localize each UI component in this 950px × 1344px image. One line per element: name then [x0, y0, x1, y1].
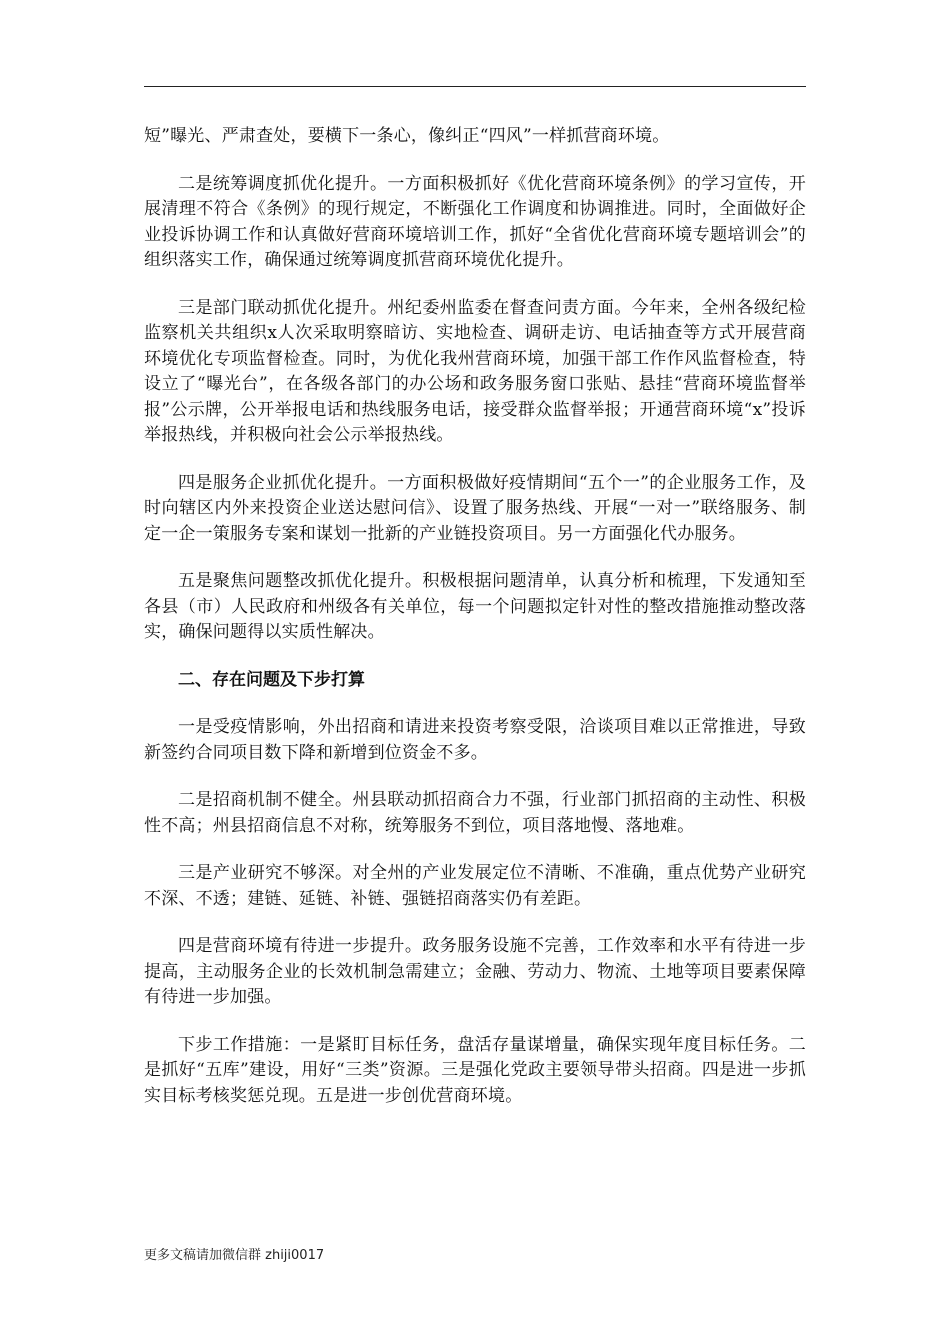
- paragraph-industry-research: 三是产业研究不够深。对全州的产业发展定位不清晰、不准确，重点优势产业研究不深、不透；建链、延链、补链、强链招商落实仍有差距。: [144, 863, 806, 909]
- paragraph-next-steps: 下步工作措施：一是紧盯目标任务，盘活存量谋增量，确保实现年度目标任务。二是抓好“五库”建设，用好“三类”资源。三是强化党政主要领导带头招商。四是进一步抓实目标考核奖惩兑现。五是进一步创优营商环境。: [144, 1034, 806, 1106]
- paragraph-problem-rectification: 五是聚焦问题整改抓优化提升。积极根据问题清单，认真分析和梳理，下发通知至各县（市）人民政府和州级各有关单位，每一个问题拟定针对性的整改措施推动整改落实，确保问题得以实质性解决。: [144, 571, 806, 642]
- paragraph-enterprise-service: 四是服务企业抓优化提升。一方面积极做好疫情期间“五个一”的企业服务工作，及时向辖区内外来投资企业送达慰问信》、设置了服务热线、开展“一对一”联络服务、制定一企一策服务专案和谋划一批新的产业链投资项目。另一方面强化代办服务。: [144, 472, 806, 544]
- paragraph-business-environment: 四是营商环境有待进一步提升。政务服务设施不完善，工作效率和水平有待进一步提高，主动服务企业的长效机制急需建立；金融、劳动力、物流、土地等项目要素保障有待进一步加强。: [144, 936, 806, 1007]
- document-body: [144, 124, 806, 1109]
- footer-note: 更多文稿请加微信群 zhiji0017: [144, 1248, 325, 1263]
- paragraph-continuation: 短”曝光、严肃查处，要横下一条心，像纠正“四风”一样抓营商环境。: [144, 126, 670, 146]
- section-heading: 二、存在问题及下步打算: [178, 669, 365, 690]
- paragraph-mechanism: 二是招商机制不健全。州县联动抓招商合力不强，行业部门抓招商的主动性、积极性不高；州县招商信息不对称，统筹服务不到位，项目落地慢、落地难。: [144, 790, 806, 836]
- paragraph-coordination: 二是统筹调度抓优化提升。一方面积极抓好《优化营商环境条例》的学习宣传，开展清理不符合《条例》的现行规定，不断强化工作调度和协调推进。同时，全面做好企业投诉协调工作和认真做好营商环境培训工作，抓好“全省优化营商环境专题培训会”的组织落实工作，确保通过统筹调度抓营商环境优化提升。: [144, 173, 806, 270]
- paragraph-department-linkage: 三是部门联动抓优化提升。州纪委州监委在督查问责方面。今年来，全州各级纪检监察机关共组织x人次采取明察暗访、实地检查、调研走访、电话抽查等方式开展营商环境优化专项监督检查。同时，为优化我州营商环境，加强干部工作作风监督检查，特设立了“曝光台”，在各级各部门的办公场和政务服务窗口张贴、悬挂“营商环境监督举报”公示牌，公开举报电话和热线服务电话，接受群众监督举报；开通营商环境“x”投诉举报热线，并积极向社会公示举报热线。: [144, 297, 806, 445]
- paragraph-epidemic-impact: 一是受疫情影响，外出招商和请进来投资考察受限，洽谈项目难以正常推进，导致新签约合同项目数下降和新增到位资金不多。: [144, 717, 806, 763]
- header-rule: [144, 86, 806, 87]
